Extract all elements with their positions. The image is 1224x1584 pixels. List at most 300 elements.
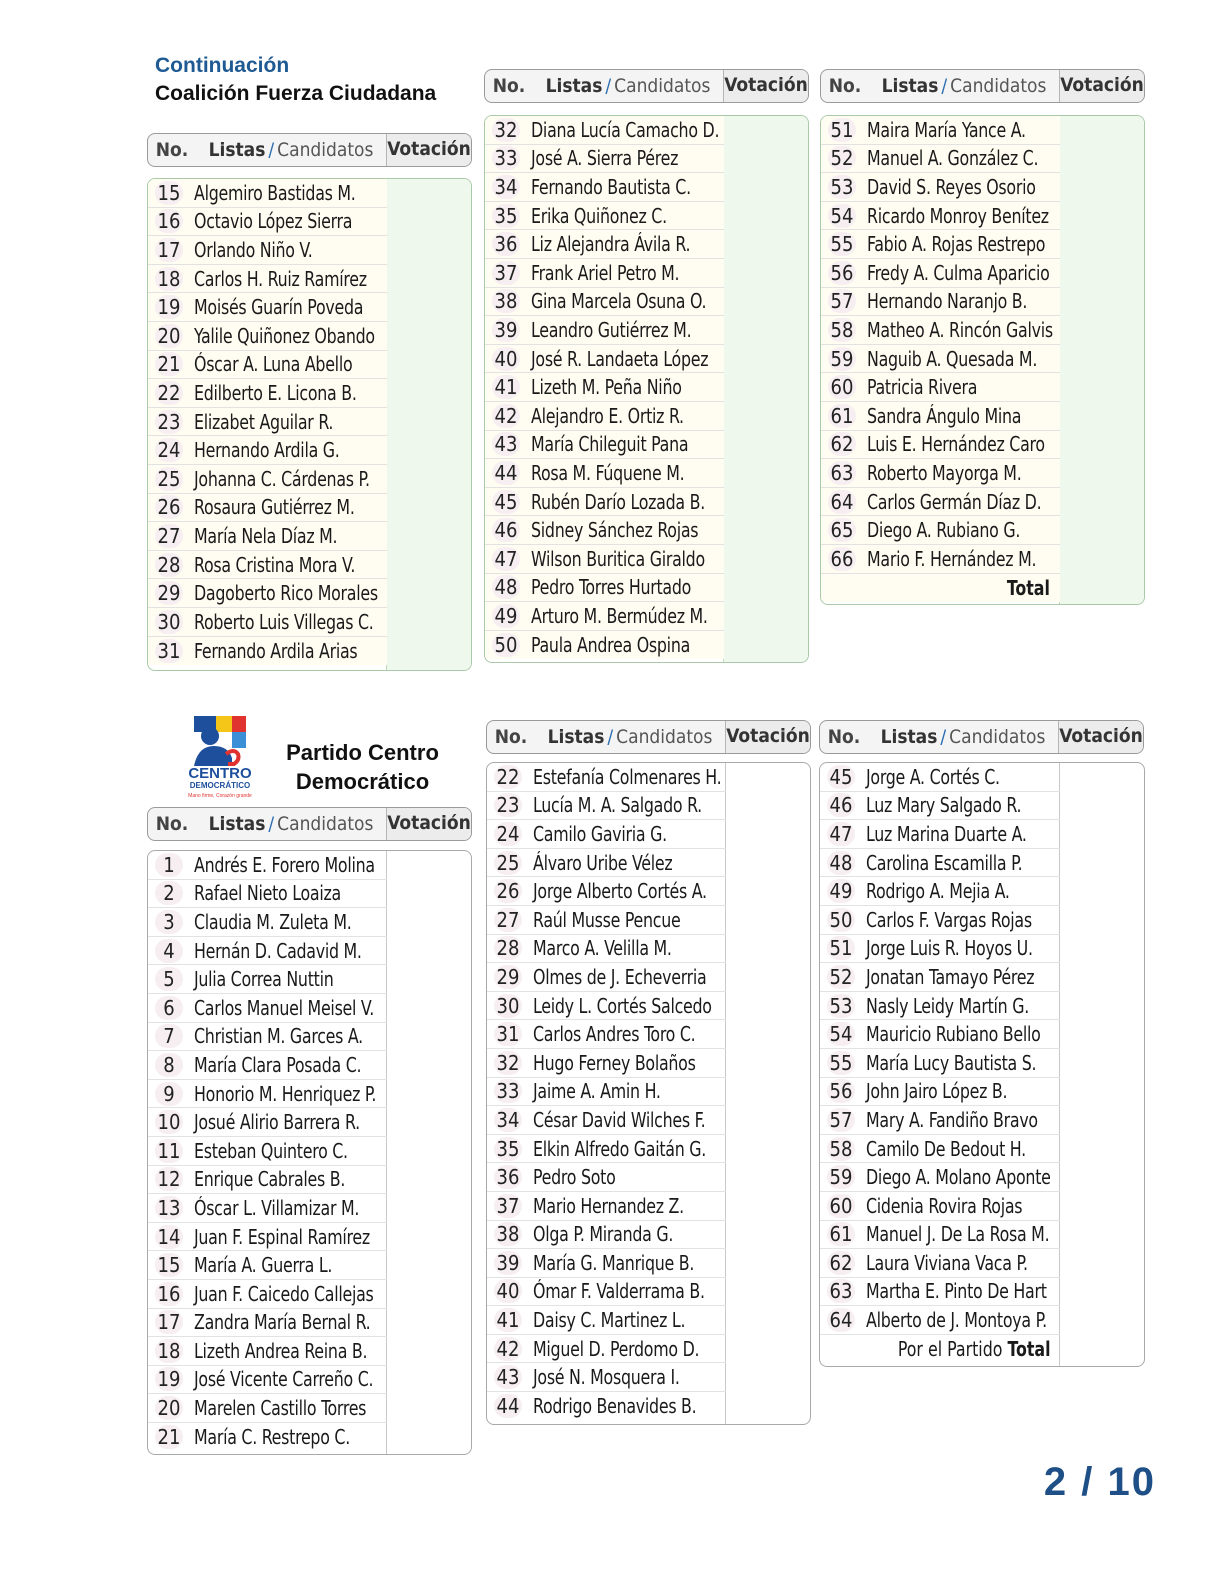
candidate-number: 21 bbox=[155, 1425, 183, 1449]
candidate-number: 63 bbox=[828, 461, 856, 485]
candidate-row[interactable] bbox=[148, 436, 387, 465]
header-candidatos: Candidatos bbox=[277, 813, 374, 835]
candidate-name: Manuel A. González C. bbox=[867, 146, 1039, 171]
total-prefix: Por el Partido bbox=[897, 1337, 1007, 1362]
candidate-number: 22 bbox=[155, 381, 183, 405]
candidate-row[interactable] bbox=[821, 431, 1060, 460]
vote-column[interactable] bbox=[386, 851, 471, 1454]
candidate-row[interactable] bbox=[821, 545, 1060, 574]
candidate-row[interactable] bbox=[820, 1049, 1060, 1078]
candidate-row[interactable] bbox=[487, 992, 726, 1021]
candidate-name: Fernando Ardila Arias bbox=[194, 638, 358, 663]
candidate-row[interactable] bbox=[487, 1306, 726, 1335]
candidate-name: Nasly Leidy Martín G. bbox=[866, 993, 1029, 1018]
candidate-name: Johanna C. Cárdenas P. bbox=[194, 466, 370, 491]
candidate-number: 58 bbox=[828, 318, 856, 342]
candidate-row[interactable] bbox=[820, 1192, 1060, 1221]
candidate-row[interactable] bbox=[487, 763, 726, 792]
candidate-row[interactable] bbox=[485, 602, 724, 631]
candidate-number: 32 bbox=[494, 1051, 522, 1075]
candidate-row[interactable] bbox=[820, 1020, 1060, 1049]
candidate-name: Cidenia Rovira Rojas bbox=[866, 1193, 1023, 1218]
header-candidatos: Candidatos bbox=[616, 726, 713, 748]
candidate-number: 38 bbox=[494, 1222, 522, 1246]
candidate-row[interactable] bbox=[148, 351, 387, 380]
candidate-row[interactable] bbox=[820, 1106, 1060, 1135]
header-slash: / bbox=[268, 139, 275, 161]
candidate-row[interactable] bbox=[821, 402, 1060, 431]
candidate-row[interactable] bbox=[485, 230, 724, 259]
total-row bbox=[821, 574, 1060, 603]
candidate-number: 57 bbox=[827, 1108, 855, 1132]
candidate-row[interactable] bbox=[148, 1194, 387, 1223]
candidate-row[interactable] bbox=[487, 1363, 726, 1392]
candidate-row[interactable] bbox=[148, 1394, 387, 1423]
candidate-name: Diana Lucía Camacho D. bbox=[531, 117, 720, 142]
header-no: No. bbox=[827, 726, 861, 748]
vote-column[interactable] bbox=[1059, 116, 1144, 604]
candidate-name: Jaime A. Amin H. bbox=[533, 1079, 661, 1104]
candidate-number: 29 bbox=[494, 965, 522, 989]
header-candidatos: Candidatos bbox=[277, 139, 374, 161]
candidate-row[interactable] bbox=[487, 963, 726, 992]
candidate-row[interactable] bbox=[148, 1023, 387, 1052]
candidate-row[interactable] bbox=[487, 1192, 726, 1221]
candidate-row[interactable] bbox=[148, 179, 387, 208]
candidate-name: Óscar L. Villamizar M. bbox=[194, 1195, 360, 1220]
header-no: No. bbox=[155, 139, 189, 161]
candidate-row[interactable] bbox=[820, 1135, 1060, 1164]
candidate-row[interactable] bbox=[148, 379, 387, 408]
candidate-row[interactable] bbox=[821, 173, 1060, 202]
total-label bbox=[897, 1337, 1050, 1361]
candidate-row[interactable] bbox=[148, 908, 387, 937]
candidate-row[interactable] bbox=[485, 488, 724, 517]
candidate-name: Miguel D. Perdomo D. bbox=[533, 1336, 700, 1361]
candidate-row[interactable] bbox=[820, 1078, 1060, 1107]
candidate-name: Zandra María Bernal R. bbox=[194, 1310, 371, 1335]
candidate-number: 26 bbox=[155, 495, 183, 519]
header-listas: Listas bbox=[208, 139, 266, 161]
candidate-number: 35 bbox=[492, 204, 520, 228]
candidate-number: 23 bbox=[494, 793, 522, 817]
header-votacion: Votación bbox=[1059, 70, 1144, 102]
candidate-name: Fernando Bautista C. bbox=[531, 174, 691, 199]
total-row bbox=[820, 1335, 1060, 1364]
candidate-row[interactable] bbox=[485, 316, 724, 345]
candidate-number: 30 bbox=[155, 610, 183, 634]
candidate-row[interactable] bbox=[148, 1108, 387, 1137]
candidate-row[interactable] bbox=[485, 373, 724, 402]
candidate-name: Algemiro Bastidas M. bbox=[194, 180, 356, 205]
header-no: No. bbox=[492, 75, 526, 97]
candidate-name: Sidney Sánchez Rojas bbox=[531, 518, 699, 543]
candidate-name: Lucía M. A. Salgado R. bbox=[533, 793, 702, 818]
candidate-row[interactable] bbox=[820, 906, 1060, 935]
candidate-rows bbox=[148, 179, 387, 665]
candidate-name: María Lucy Bautista S. bbox=[866, 1050, 1037, 1075]
candidate-row[interactable] bbox=[820, 1278, 1060, 1307]
candidate-name: Esteban Quintero C. bbox=[194, 1138, 348, 1163]
vote-column[interactable] bbox=[1059, 763, 1144, 1366]
header-slash: / bbox=[605, 75, 612, 97]
candidate-number: 16 bbox=[155, 1282, 183, 1306]
candidate-row[interactable] bbox=[148, 465, 387, 494]
candidate-row[interactable] bbox=[485, 545, 724, 574]
candidate-row[interactable] bbox=[148, 1366, 387, 1395]
candidate-row[interactable] bbox=[485, 516, 724, 545]
candidate-row[interactable] bbox=[148, 965, 387, 994]
candidate-number: 28 bbox=[494, 936, 522, 960]
candidate-row[interactable] bbox=[148, 579, 387, 608]
header-no: No. bbox=[155, 813, 189, 835]
candidate-row[interactable] bbox=[487, 1278, 726, 1307]
candidate-name: Mauricio Rubiano Bello bbox=[866, 1022, 1041, 1047]
candidate-number: 48 bbox=[492, 575, 520, 599]
candidate-row[interactable] bbox=[148, 265, 387, 294]
candidate-number: 15 bbox=[155, 181, 183, 205]
candidate-row[interactable] bbox=[820, 1249, 1060, 1278]
candidate-number: 55 bbox=[828, 232, 856, 256]
candidate-row[interactable] bbox=[485, 345, 724, 374]
candidate-row[interactable] bbox=[148, 1223, 387, 1252]
candidate-name: Rafael Nieto Loaiza bbox=[194, 881, 341, 906]
candidate-row[interactable] bbox=[820, 992, 1060, 1021]
candidate-row[interactable] bbox=[148, 293, 387, 322]
candidate-number: 33 bbox=[492, 146, 520, 170]
candidate-name: Rubén Darío Lozada B. bbox=[531, 489, 705, 514]
candidate-name: Jorge A. Cortés C. bbox=[866, 764, 1000, 789]
candidate-name: Rodrigo Benavides B. bbox=[533, 1394, 697, 1419]
candidate-row[interactable] bbox=[487, 1106, 726, 1135]
candidate-name: María Clara Posada C. bbox=[194, 1052, 362, 1077]
candidate-row[interactable] bbox=[487, 1078, 726, 1107]
candidate-row[interactable] bbox=[148, 551, 387, 580]
candidate-name: Alejandro E. Ortiz R. bbox=[531, 403, 684, 428]
section-title bbox=[155, 54, 436, 106]
candidate-name: Paula Andrea Ospina bbox=[531, 632, 691, 657]
candidate-number: 24 bbox=[155, 438, 183, 462]
candidate-row[interactable] bbox=[148, 1166, 387, 1195]
party-name-cd bbox=[270, 738, 455, 796]
candidate-row[interactable] bbox=[485, 173, 724, 202]
candidate-row[interactable] bbox=[821, 488, 1060, 517]
candidate-name: Yalile Quiñonez Obando bbox=[194, 323, 375, 348]
header-listas-candidatos bbox=[535, 726, 725, 748]
candidate-number: 12 bbox=[155, 1167, 183, 1191]
candidate-row[interactable] bbox=[148, 637, 387, 666]
candidate-row[interactable] bbox=[485, 431, 724, 460]
candidate-name: Orlando Niño V. bbox=[194, 237, 313, 262]
candidate-row[interactable] bbox=[485, 202, 724, 231]
candidate-number: 1 bbox=[155, 853, 183, 877]
candidate-row[interactable] bbox=[821, 373, 1060, 402]
candidate-row[interactable] bbox=[820, 820, 1060, 849]
candidate-row[interactable] bbox=[148, 236, 387, 265]
candidate-name: Marelen Castillo Torres bbox=[194, 1396, 367, 1421]
candidate-row[interactable] bbox=[485, 145, 724, 174]
candidate-number: 5 bbox=[155, 967, 183, 991]
candidate-number: 52 bbox=[827, 965, 855, 989]
candidate-number: 64 bbox=[828, 490, 856, 514]
candidate-row[interactable] bbox=[148, 880, 387, 909]
candidate-number: 58 bbox=[827, 1137, 855, 1161]
candidate-number: 54 bbox=[827, 1022, 855, 1046]
candidate-name: Octavio López Sierra bbox=[194, 209, 353, 234]
candidate-name: Honorio M. Henriquez P. bbox=[194, 1081, 377, 1106]
candidate-rows bbox=[148, 851, 387, 1451]
candidate-row[interactable] bbox=[148, 494, 387, 523]
candidate-number: 62 bbox=[827, 1251, 855, 1275]
candidate-row[interactable] bbox=[148, 322, 387, 351]
candidate-number: 24 bbox=[494, 822, 522, 846]
candidate-row[interactable] bbox=[487, 1221, 726, 1250]
candidate-number: 39 bbox=[494, 1251, 522, 1275]
header-slash: / bbox=[607, 726, 614, 748]
candidate-row[interactable] bbox=[821, 345, 1060, 374]
candidate-row[interactable] bbox=[487, 820, 726, 849]
candidate-row[interactable] bbox=[821, 316, 1060, 345]
candidate-row[interactable] bbox=[485, 259, 724, 288]
candidate-row[interactable] bbox=[821, 259, 1060, 288]
candidate-row[interactable] bbox=[487, 877, 726, 906]
candidate-name: Rosa Cristina Mora V. bbox=[194, 552, 356, 577]
candidate-row[interactable] bbox=[487, 1049, 726, 1078]
candidate-number: 57 bbox=[828, 289, 856, 313]
candidate-row[interactable] bbox=[487, 935, 726, 964]
candidate-row[interactable] bbox=[820, 935, 1060, 964]
candidate-rows bbox=[820, 763, 1060, 1363]
candidate-name: Elizabet Aguilar R. bbox=[194, 409, 334, 434]
candidate-row[interactable] bbox=[148, 851, 387, 880]
candidate-name: Camilo De Bedout H. bbox=[866, 1136, 1026, 1161]
table-header bbox=[486, 720, 811, 754]
candidate-number: 44 bbox=[494, 1394, 522, 1418]
candidate-row[interactable] bbox=[148, 1051, 387, 1080]
centro-democratico-logo bbox=[180, 714, 260, 802]
party-line-1: Partido Centro bbox=[286, 740, 439, 765]
candidate-name: José R. Landaeta López bbox=[531, 346, 709, 371]
candidate-name: Dagoberto Rico Morales bbox=[194, 581, 378, 606]
candidate-number: 14 bbox=[155, 1225, 183, 1249]
candidate-row[interactable] bbox=[820, 1221, 1060, 1250]
candidate-number: 36 bbox=[494, 1165, 522, 1189]
header-votacion: Votación bbox=[386, 134, 471, 166]
candidate-row[interactable] bbox=[821, 230, 1060, 259]
candidate-row[interactable] bbox=[148, 1280, 387, 1309]
header-listas-candidatos bbox=[533, 75, 723, 97]
vote-column[interactable] bbox=[725, 763, 810, 1424]
candidate-name: Olga P. Miranda G. bbox=[533, 1222, 674, 1247]
candidate-row[interactable] bbox=[148, 1080, 387, 1109]
candidate-name: Mario F. Hernández M. bbox=[867, 546, 1037, 571]
candidate-number: 47 bbox=[827, 822, 855, 846]
candidate-row[interactable] bbox=[148, 1137, 387, 1166]
candidate-number: 2 bbox=[155, 881, 183, 905]
candidate-number: 60 bbox=[828, 375, 856, 399]
candidate-row[interactable] bbox=[148, 1251, 387, 1280]
candidate-row[interactable] bbox=[487, 792, 726, 821]
logo-word-democratico: DEMOCRÁTICO bbox=[189, 781, 251, 790]
candidate-row[interactable] bbox=[820, 963, 1060, 992]
candidate-number: 41 bbox=[492, 375, 520, 399]
header-listas-candidatos bbox=[196, 813, 386, 835]
header-listas-candidatos bbox=[196, 139, 386, 161]
candidate-name: Julia Correa Nuttin bbox=[194, 967, 334, 992]
candidate-row[interactable] bbox=[820, 792, 1060, 821]
candidate-name: María C. Restrepo C. bbox=[194, 1425, 350, 1450]
candidate-row[interactable] bbox=[820, 1163, 1060, 1192]
header-listas: Listas bbox=[881, 75, 939, 97]
candidate-number: 30 bbox=[494, 994, 522, 1018]
candidate-name: Luz Mary Salgado R. bbox=[866, 793, 1022, 818]
candidate-number: 32 bbox=[492, 118, 520, 142]
table-header bbox=[147, 133, 472, 167]
vote-column[interactable] bbox=[386, 179, 471, 670]
candidate-number: 17 bbox=[155, 238, 183, 262]
candidate-row[interactable] bbox=[148, 608, 387, 637]
candidate-number: 3 bbox=[155, 910, 183, 934]
candidate-name: Luz Marina Duarte A. bbox=[866, 821, 1027, 846]
candidate-row[interactable] bbox=[485, 574, 724, 603]
candidate-number: 59 bbox=[827, 1165, 855, 1189]
header-slash: / bbox=[941, 75, 948, 97]
candidate-number: 55 bbox=[827, 1051, 855, 1075]
candidate-row[interactable] bbox=[821, 202, 1060, 231]
table-header bbox=[484, 69, 809, 103]
candidate-name: Estefanía Colmenares H. bbox=[533, 764, 722, 789]
candidate-number: 64 bbox=[827, 1308, 855, 1332]
candidate-number: 8 bbox=[155, 1053, 183, 1077]
header-listas: Listas bbox=[545, 75, 603, 97]
candidate-name: Rodrigo A. Mejia A. bbox=[866, 879, 1010, 904]
candidate-row[interactable] bbox=[148, 408, 387, 437]
candidate-row[interactable] bbox=[485, 288, 724, 317]
candidate-row[interactable] bbox=[487, 1020, 726, 1049]
candidate-row[interactable] bbox=[148, 1309, 387, 1338]
header-listas: Listas bbox=[880, 726, 938, 748]
candidate-name: Erika Quiñonez C. bbox=[531, 203, 667, 228]
candidate-row[interactable] bbox=[487, 906, 726, 935]
candidate-name: Camilo Gaviria G. bbox=[533, 821, 667, 846]
candidate-table bbox=[147, 850, 472, 1455]
candidate-number: 33 bbox=[494, 1079, 522, 1103]
candidate-number: 20 bbox=[155, 1396, 183, 1420]
candidate-row[interactable] bbox=[148, 994, 387, 1023]
header-listas-candidatos bbox=[868, 726, 1058, 748]
candidate-number: 29 bbox=[155, 581, 183, 605]
total-word: Total bbox=[1006, 1337, 1050, 1362]
candidate-name: Arturo M. Bermúdez M. bbox=[531, 603, 708, 628]
candidate-table bbox=[820, 115, 1145, 605]
candidate-row[interactable] bbox=[148, 937, 387, 966]
party-name: Coalición Fuerza Ciudadana bbox=[155, 82, 437, 105]
candidate-number: 60 bbox=[827, 1194, 855, 1218]
candidate-name: Elkin Alfredo Gaitán G. bbox=[533, 1136, 707, 1161]
total-label bbox=[1007, 576, 1050, 600]
candidate-row[interactable] bbox=[148, 522, 387, 551]
page-number: 2 / 10 bbox=[1043, 1460, 1156, 1504]
candidate-number: 53 bbox=[827, 994, 855, 1018]
candidate-number: 46 bbox=[492, 518, 520, 542]
candidate-name: Carlos Andres Toro C. bbox=[533, 1022, 696, 1047]
candidate-row[interactable] bbox=[487, 1392, 726, 1421]
candidate-row[interactable] bbox=[820, 877, 1060, 906]
candidate-name: Martha E. Pinto De Hart bbox=[866, 1279, 1047, 1304]
candidate-row[interactable] bbox=[821, 145, 1060, 174]
candidate-row[interactable] bbox=[487, 1335, 726, 1364]
candidate-number: 36 bbox=[492, 232, 520, 256]
candidate-name: Hernando Naranjo B. bbox=[867, 289, 1028, 314]
candidate-number: 25 bbox=[155, 467, 183, 491]
candidate-number: 34 bbox=[492, 175, 520, 199]
logo-slogan: Mano firme, Corazón grande bbox=[188, 793, 252, 799]
candidate-row[interactable] bbox=[485, 116, 724, 145]
candidate-table bbox=[819, 762, 1145, 1367]
candidate-number: 27 bbox=[494, 908, 522, 932]
candidate-number: 63 bbox=[827, 1279, 855, 1303]
candidate-row[interactable] bbox=[487, 1135, 726, 1164]
candidate-name: Jorge Alberto Cortés A. bbox=[533, 879, 707, 904]
candidate-name: Juan F. Espinal Ramírez bbox=[194, 1224, 370, 1249]
header-slash: / bbox=[940, 726, 947, 748]
candidate-name: Carlos Manuel Meisel V. bbox=[194, 995, 375, 1020]
candidate-name: Mary A. Fandiño Bravo bbox=[866, 1107, 1038, 1132]
candidate-row[interactable] bbox=[821, 459, 1060, 488]
candidate-row[interactable] bbox=[820, 763, 1060, 792]
candidate-name: María Chileguit Pana bbox=[531, 432, 689, 457]
candidate-row[interactable] bbox=[487, 1249, 726, 1278]
candidate-row[interactable] bbox=[487, 849, 726, 878]
candidate-number: 6 bbox=[155, 996, 183, 1020]
candidate-row[interactable] bbox=[485, 402, 724, 431]
candidate-row[interactable] bbox=[821, 116, 1060, 145]
candidate-name: Fabio A. Rojas Restrepo bbox=[867, 232, 1046, 257]
candidate-row[interactable] bbox=[148, 208, 387, 237]
candidate-row[interactable] bbox=[148, 1423, 387, 1452]
candidate-row[interactable] bbox=[821, 516, 1060, 545]
candidate-row[interactable] bbox=[148, 1337, 387, 1366]
candidate-row[interactable] bbox=[487, 1163, 726, 1192]
candidate-name: Pedro Torres Hurtado bbox=[531, 575, 692, 600]
candidate-number: 31 bbox=[155, 639, 183, 663]
candidate-row[interactable] bbox=[485, 631, 724, 660]
candidate-number: 42 bbox=[492, 404, 520, 428]
candidate-number: 28 bbox=[155, 553, 183, 577]
candidate-row[interactable] bbox=[821, 288, 1060, 317]
candidate-row[interactable] bbox=[820, 1306, 1060, 1335]
candidate-number: 40 bbox=[492, 347, 520, 371]
continuation-label: Continuación bbox=[155, 54, 290, 77]
candidate-table bbox=[486, 762, 811, 1425]
candidate-row[interactable] bbox=[820, 849, 1060, 878]
candidate-number: 21 bbox=[155, 352, 183, 376]
candidate-number: 42 bbox=[494, 1337, 522, 1361]
candidate-name: Diego A. Molano Aponte bbox=[866, 1165, 1051, 1190]
candidate-number: 56 bbox=[827, 1079, 855, 1103]
candidate-row[interactable] bbox=[485, 459, 724, 488]
candidate-name: Josué Alirio Barrera R. bbox=[194, 1110, 360, 1135]
header-listas: Listas bbox=[208, 813, 266, 835]
candidate-name: Lizeth M. Peña Niño bbox=[531, 375, 682, 400]
candidate-number: 13 bbox=[155, 1196, 183, 1220]
candidate-number: 48 bbox=[827, 851, 855, 875]
logo-word-centro: CENTRO bbox=[188, 765, 252, 782]
vote-column[interactable] bbox=[723, 116, 808, 662]
candidate-number: 23 bbox=[155, 410, 183, 434]
candidate-number: 52 bbox=[828, 146, 856, 170]
candidate-name: Ricardo Monroy Benítez bbox=[867, 203, 1049, 228]
